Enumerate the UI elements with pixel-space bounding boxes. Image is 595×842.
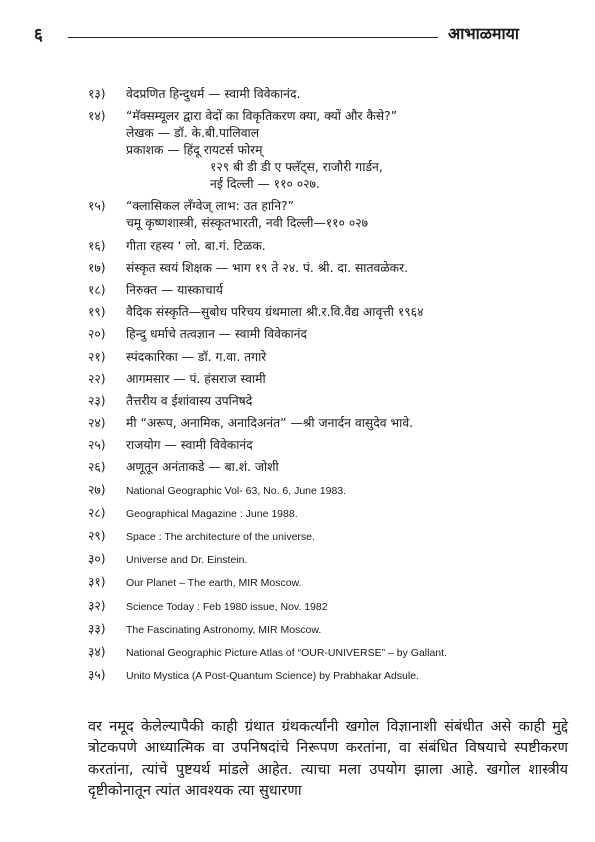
entry-text: तैत्तरीय व ईशांवास्य उपनिषदे <box>126 393 253 408</box>
entry-detail-line: लेखक — डॉ. के.बी.पालिवाल <box>126 126 260 141</box>
entry-text: स्पंदकारिका — डॉ. ग.वा. तगारे <box>126 349 267 364</box>
entry-text: Universe and Dr. Einstein. <box>126 554 248 567</box>
entry-address-line: नई दिल्ली — ११० ०२७. <box>210 177 320 192</box>
entry-number: २६) <box>88 460 106 475</box>
bibliography-entry <box>88 667 578 685</box>
bibliography-entry <box>88 198 578 232</box>
bibliography-entry <box>88 574 578 592</box>
entry-number: १८) <box>88 282 106 297</box>
entry-text: Our Planet – The earth, MIR Moscow. <box>126 577 302 590</box>
bibliography-entry <box>88 528 578 546</box>
entry-text: वैदिक संस्कृति—सुबोध परिचय ग्रंथमाला श्री.र.वि.वैद्य आवृत्ती १९६४ <box>126 305 424 320</box>
entry-number: २१) <box>88 349 106 364</box>
entry-text: संस्कृत स्वयं शिक्षक — भाग १९ ते २४. पं. श्री. दा. सातवळेकर. <box>126 260 409 275</box>
bibliography-entry <box>88 415 578 432</box>
entry-number: २०) <box>88 327 106 342</box>
entry-number: २२) <box>88 371 106 386</box>
entry-text: National Geographic Vol- 63, No. 6, June 1983. <box>126 484 347 497</box>
header-rule <box>68 37 438 38</box>
entry-text: The Fascinating Astronomy, MIR Moscow. <box>126 623 322 636</box>
entry-number: २३) <box>88 393 106 408</box>
bibliography-entry <box>88 393 578 410</box>
entry-number: ३१) <box>88 575 106 590</box>
entry-detail-line: चमू कृष्णशास्त्री, संस्कृतभारती, नवी दिल्ली—११० ०२७ <box>126 216 369 231</box>
bibliography-entry <box>88 304 578 321</box>
entry-number: २४) <box>88 416 106 431</box>
running-title: आभाळमाया <box>448 24 520 43</box>
bibliography-entry <box>88 238 578 255</box>
bibliography-entry <box>88 482 578 500</box>
entry-number: ३३) <box>88 621 106 636</box>
entry-text: हिन्दु धर्माचे तत्वज्ञान — स्वामी विवेकानंद <box>126 327 307 342</box>
bibliography-entry <box>88 644 578 662</box>
entry-text: राजयोग — स्वामी विवेकानंद <box>126 438 253 453</box>
entry-text: मी “अरूप, अनामिक, अनादिअनंत” —श्री जनार्दन वासुदेव भावे. <box>126 416 414 431</box>
entry-text: Space : The architecture of the universe. <box>126 531 315 543</box>
entry-number: ३४) <box>88 644 106 659</box>
bibliography-entry <box>88 282 578 299</box>
entry-text: अणूतून अनंताकडे — बा.शं. जोशी <box>126 460 279 475</box>
entry-number: २८) <box>88 505 106 520</box>
entry-number: ३५) <box>88 668 106 683</box>
bibliography-entry <box>88 621 578 639</box>
entry-text: Unito Mystica (A Post-Quantum Science) by Prabhakar Adsule. <box>126 670 419 683</box>
entry-text: Geographical Magazine : June 1988. <box>126 507 298 520</box>
page-number: ६ <box>34 25 43 45</box>
entry-number: १४) <box>88 109 106 124</box>
entry-text: वेदप्रणित हिन्दुधर्म — स्वामी विवेकानंद. <box>126 87 301 101</box>
entry-number: १३) <box>88 87 106 101</box>
entry-text: Science Today : Feb 1980 issue, Nov. 1982 <box>126 600 328 613</box>
entry-number: १५) <box>88 199 106 214</box>
entry-address-line: १२९ बी डी डी ए फ्लॅट्स, राजौरी गार्डन, <box>210 160 383 175</box>
body-paragraph: वर नमूद केलेल्यापैकी काही ग्रंथात ग्रंथकर्त्यांनी खगोल विज्ञानाशी संबंधीत असे काही मुद्दे त्रोटकपणे आध्यात्मिक वा उपनिषदांचे निरूपण करतांना, वा संबंधित विषयाचे स्पष्टीकरण करतांना, त्यांचे पुष्टयर्थ मांडले आहेत. त्याचा मला उपयोग झाला आहे. खगोल शास्त्रीय दृष्टीकोनातून त्यांत आवश्यक त्या सुधारणा <box>88 718 568 799</box>
entry-text: आगमसार — पं. हंसराज स्वामी <box>126 371 266 386</box>
entry-number: ३२) <box>88 598 106 613</box>
entry-number: ३०) <box>88 552 106 567</box>
entry-text: “मॅक्सम्यूलर द्वारा वेदों का विकृतिकरण क्या, क्यों और कैसे?” <box>126 109 398 124</box>
entry-number: २९) <box>88 529 106 543</box>
entry-number: १६) <box>88 238 106 253</box>
page-header <box>0 0 595 50</box>
bibliography-entry <box>88 598 578 616</box>
entry-number: १७) <box>88 260 106 275</box>
entry-text: “क्लासिकल लँग्वेज् लाभ: उत हानि?” <box>126 199 294 214</box>
bibliography-entry <box>88 459 578 476</box>
bibliography-entry <box>88 551 578 569</box>
bibliography-entry <box>88 326 578 343</box>
bibliography-entry <box>88 260 578 277</box>
entry-number: १९) <box>88 305 106 320</box>
entry-text: निरुक्त — यास्काचार्य <box>126 282 223 297</box>
entry-detail-line: प्रकाशक — हिंदू रायटर्स फोरम् <box>126 143 263 158</box>
entry-text: गीता रहस्य ‘ लो. बा.गं. टिळक. <box>126 238 266 253</box>
bibliography-entry <box>88 437 578 454</box>
bibliography-entry <box>88 108 578 193</box>
bibliography-entry <box>88 349 578 366</box>
entry-number: २७) <box>88 482 106 497</box>
entry-number: २५) <box>88 438 106 453</box>
bibliography-entry <box>88 86 578 103</box>
bibliography-entry <box>88 371 578 388</box>
entry-text: National Geographic Picture Atlas of “OUR-UNIVERSE” – by Gallant. <box>126 646 447 659</box>
bibliography-entry <box>88 505 578 523</box>
bibliography-list <box>88 86 578 690</box>
